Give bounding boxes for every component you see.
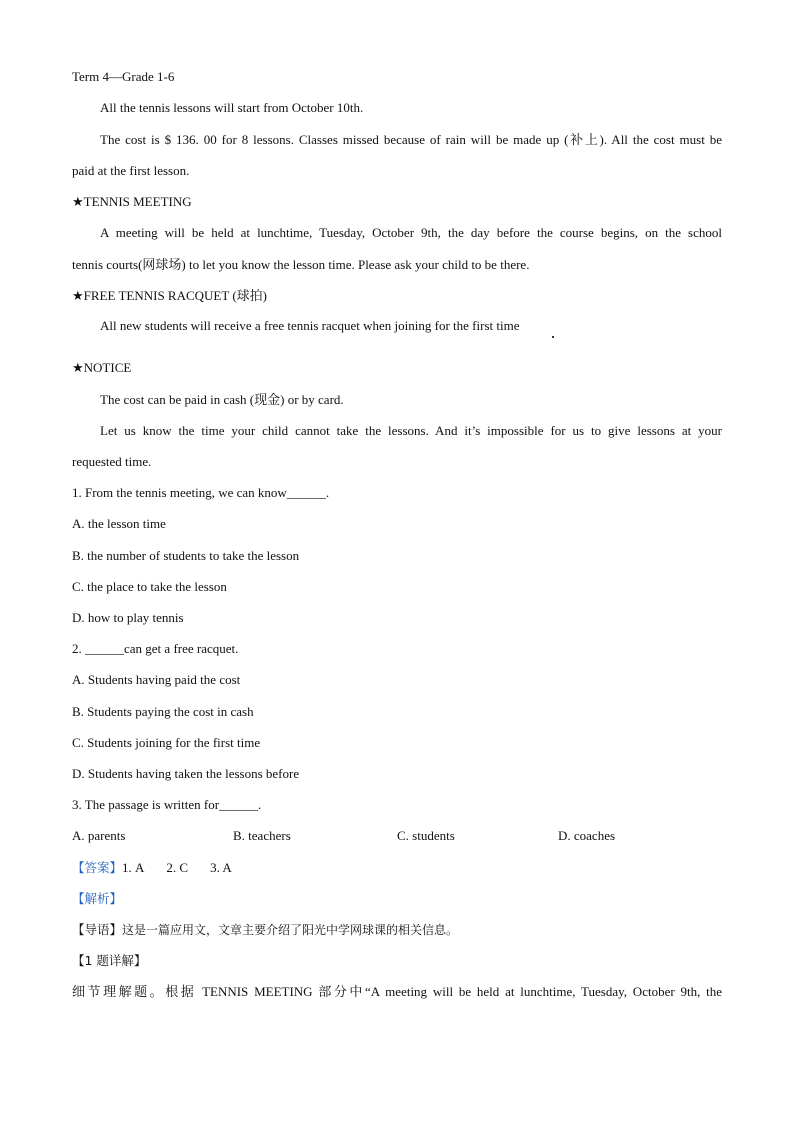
guide-text: 这是一篇应用文，文章主要介绍了阳光中学网球课的相关信息。: [122, 923, 459, 937]
answer-label: 【答案】: [72, 860, 123, 875]
q1-detail-text: 细节理解题。根据 TENNIS MEETING 部分中“A meeting will be held at lunchtime, Tuesday, October 9th, the: [72, 984, 722, 999]
question-3-option-a: A. parents: [72, 828, 126, 843]
term-heading: Term 4—Grade 1-6: [72, 69, 175, 84]
stray-dot: [552, 336, 554, 338]
question-1-option-a: A. the lesson time: [72, 516, 166, 531]
question-3-stem: 3. The passage is written for______.: [72, 797, 262, 812]
notice-line-3: requested time.: [72, 454, 152, 469]
question-2-option-d: D. Students having taken the lessons before: [72, 766, 300, 781]
question-1-stem: 1. From the tennis meeting, we can know______.: [72, 485, 330, 500]
notice-line-1: The cost can be paid in cash (现金) or by card.: [100, 392, 344, 407]
question-1-option-b: B. the number of students to take the lesson: [72, 548, 300, 563]
start-line: All the tennis lessons will start from October 10th.: [100, 100, 364, 115]
q1-detail-label: 【1 题详解】: [72, 953, 147, 968]
question-3-option-d: D. coaches: [558, 828, 616, 843]
question-1-option-d: D. how to play tennis: [72, 610, 184, 625]
meeting-line-2: tennis courts(网球场) to let you know the lesson time. Please ask your child to be there.: [72, 257, 530, 272]
racquet-heading: ★FREE TENNIS RACQUET (球拍): [72, 288, 267, 303]
question-1-option-c: C. the place to take the lesson: [72, 579, 227, 594]
question-3-option-c: C. students: [397, 828, 455, 843]
answer-2: 2. C: [166, 860, 189, 875]
cost-line-2: paid at the first lesson.: [72, 163, 190, 178]
question-2-option-a: A. Students having paid the cost: [72, 672, 241, 687]
analysis-label-row: [72, 890, 722, 908]
q1-detail-label-row: [72, 952, 722, 970]
guide-label: 【导语】: [72, 922, 123, 937]
cost-line-1: The cost is $ 136. 00 for 8 lessons. Classes missed because of rain will be made up (补上). All the cost must be: [100, 132, 722, 147]
guide-row: [72, 921, 722, 939]
analysis-label: 【解析】: [72, 891, 123, 906]
meeting-heading: ★TENNIS MEETING: [72, 194, 192, 209]
notice-line-2: Let us know the time your child cannot take the lessons. And it’s impossible for us to give lessons at your: [100, 423, 722, 438]
answer-1: 1. A: [122, 860, 145, 875]
notice-heading: ★NOTICE: [72, 360, 132, 375]
answer-row: [72, 859, 722, 877]
question-2-option-c: C. Students joining for the first time: [72, 735, 261, 750]
meeting-line-1: A meeting will be held at lunchtime, Tuesday, October 9th, the day before the course begins, on the school: [100, 225, 722, 240]
racquet-line: All new students will receive a free tennis racquet when joining for the first time: [100, 318, 520, 333]
question-3-option-b: B. teachers: [233, 828, 291, 843]
answer-3: 3. A: [210, 860, 232, 875]
question-2-option-b: B. Students paying the cost in cash: [72, 704, 254, 719]
question-2-stem: 2. ______can get a free racquet.: [72, 641, 239, 656]
